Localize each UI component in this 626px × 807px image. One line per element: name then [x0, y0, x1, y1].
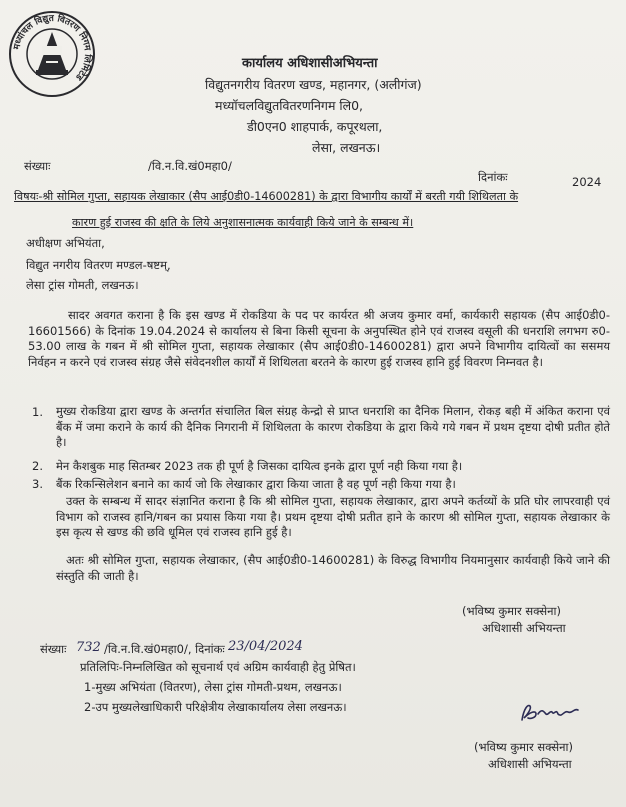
- copy-number-value: 732: [76, 640, 101, 655]
- office-address-line-3: डी0एन0 शाहपार्क, कपूरथला,: [247, 119, 383, 134]
- ref-date-label: दिनांकः: [478, 170, 508, 184]
- ref-number-value: /वि.न.वि.खं0महा0/: [148, 159, 232, 173]
- subject-line-1: विषयः-श्री सोमिल गुप्ता, सहायक लेखाकार (सैप आई0डी0-14600281) के द्वारा विभागीय कार्यों में बरती गयी शिथिलता के: [14, 190, 519, 203]
- copy-number-label: संख्याः: [40, 642, 67, 656]
- list-item-3-number: 3.: [32, 477, 43, 491]
- list-item-2-number: 2.: [32, 459, 43, 473]
- ref-number-label: संख्याः: [24, 159, 51, 173]
- copy-recipient-2: 2-उप मुख्यलेखाधिकारी परिक्षेत्रीय लेखाकार्यालय लेसा लखनऊ।: [84, 700, 347, 714]
- list-item-1-text: मुख्य रोकडिया द्वारा खण्ड के अन्तर्गत संचालित बिल संग्रह केन्द्रो से प्राप्त धनराशि का दैनिक मिलान, रोकड़ बही में अंकित कराना एवं बैंक में जमा कराने के कार्य की दैनिक निगरानी में शिथिलता के कारण रोकडिया के द्वारा किये गये गबन में प्रथम दृष्टया दोषी प्रतीत होते है।: [56, 404, 610, 449]
- body-paragraph-3: अतः श्री सोमिल गुप्ता, सहायक लेखाकार, (सैप आई0डी0-14600281) के विरुद्ध विभागीय नियमानुसार कार्यवाही किये जाने की संस्तुति की जाती है।: [56, 553, 610, 583]
- office-title: कार्यालय अधिशासीअभियन्ता: [242, 56, 378, 71]
- addressee-line-1: अधीक्षण अभियंता,: [26, 236, 105, 250]
- copy-date-value: 23/04/2024: [228, 639, 303, 654]
- list-item-2-text: मेन कैशबुक माह सितम्बर 2023 तक ही पूर्ण है जिसका दायित्व इनके द्वारा पूर्ण नही किया गया है।: [56, 459, 463, 473]
- company-logo: [8, 10, 96, 98]
- ref-year: 2024: [572, 175, 602, 189]
- subject-line-2: कारण हुई राजस्व की क्षति के लिये अनुशासनात्मक कार्यवाही किये जाने के सम्बन्ध में।: [72, 216, 414, 229]
- addressee-line-3: लेसा ट्रांस गोमती, लखनऊ।: [26, 278, 139, 292]
- signatory-name-2: (भविष्य कुमार सक्सेना): [474, 740, 573, 754]
- office-address-line-1: विद्युतनगरीय वितरण खण्ड, महानगर, (अलीगंज): [205, 77, 422, 92]
- copy-recipient-1: 1-मुख्य अभियंता (वितरण), लेसा ट्रांस गोमती-प्रथम, लखनऊ।: [84, 680, 342, 694]
- body-paragraph-2: उक्त के सम्बन्ध में सादर संज्ञानित कराना है कि श्री सोमिल गुप्ता, सहायक लेखाकार, द्वारा अपने कर्तव्यों के प्रति घोर लापरवाही एवं विभाग को राजस्व हानि/गबन का प्रयास किया गया है। प्रथम दृष्टया दोषी प्रतीत हाने के कारण श्री सोमिल गुप्ता, सहायक लेखाकार के इस कृत्य से खण्ड की छवि धूमिल एवं राजस्व हानि हुई है।: [56, 494, 610, 539]
- office-address-line-4: लेसा, लखनऊ।: [312, 140, 381, 155]
- body-paragraph-1: सादर अवगत कराना है कि इस खण्ड में रोकडिया के पद पर कार्यरत श्री अजय कुमार वर्मा, कार्यकारी सहायक (सैप आई0डी0-16601566) के दिनांक 19.04.2024 से कार्यालय से बिना किसी सूचना के अनुपस्थित होने एवं राजस्व वसूली की धनराशि लगभग रु0-53.00 लाख के गबन में श्री सोमिल गुप्ता, सहायक लेखाकार (सैप आई0डी0-14600281) द्वारा अपने विभागीय दायित्वों का ससमय निर्वहन न करने एवं राजस्व संग्रह जैसे संवेदनशील कार्यों में शिथिलता बरतने के कारण हुई राजस्व हानि हुई विवरण निम्नवत है।: [28, 308, 610, 369]
- signatory-name: (भविष्य कुमार सक्सेना): [462, 604, 561, 618]
- list-item-1-number: 1.: [32, 405, 43, 419]
- office-address-line-2: मध्यॉचलविद्युतवितरणनिगम लि0,: [215, 98, 364, 113]
- copy-forward-line: प्रतिलिपिः-निम्नलिखित को सूचनार्थ एवं अग्रिम कार्यवाही हेतु प्रेषित।: [80, 660, 356, 674]
- addressee-line-2: विद्युत नगरीय वितरण मण्डल-षष्टम्,: [26, 258, 171, 272]
- signatory-title: अधिशासी अभियन्ता: [482, 621, 566, 635]
- list-item-3-text: बैंक रिकन्सिलेशन बनाने का कार्य जो कि लेखाकार द्वारा किया जाता है वह पूर्ण नही किया गया है।: [56, 477, 456, 491]
- handwritten-signature: [518, 700, 588, 726]
- signatory-title-2: अधिशासी अभियन्ता: [488, 757, 572, 771]
- logo-ring-text: मध्यांचल विद्युत वितरण निगम लिमिटेड: [12, 13, 93, 82]
- copy-number-suffix: /वि.न.वि.खं0महा0/, दिनांकः: [104, 642, 225, 656]
